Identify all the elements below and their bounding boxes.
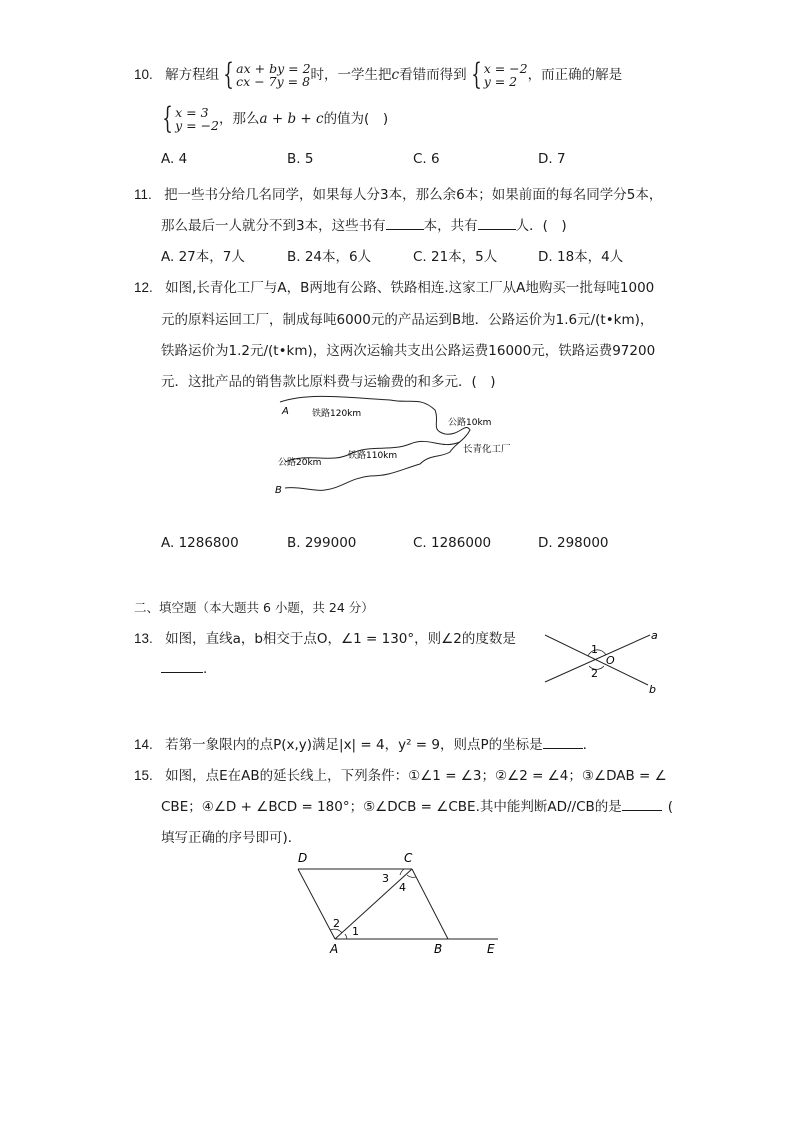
q13-lines-figure xyxy=(540,625,670,697)
q14-text: 若第一象限内的点P(x,y)满足|x| = 4，y² = 9，则点P的坐标是 xyxy=(165,737,543,753)
q10-option-b: B. 5 xyxy=(287,151,314,167)
q10-expr: a + b + c xyxy=(259,111,324,127)
q15-label-b: B xyxy=(434,942,443,956)
q15-text1: 如图，点E在AB的延长线上，下列条件：①∠1 = ∠3；②∠2 = ∠4；③∠DAB = ∠ xyxy=(165,768,667,784)
brace-icon: { xyxy=(162,101,173,136)
q12-option-b: B. 299000 xyxy=(287,535,357,551)
q15-blank[interactable] xyxy=(622,798,662,811)
map-label-b: B xyxy=(275,485,282,496)
q10-post: ，而正确的解是 xyxy=(527,67,623,83)
q15-label-a: A xyxy=(330,942,339,956)
q13-line1 xyxy=(134,627,516,647)
q15-label-2: 2 xyxy=(333,917,340,930)
brace-icon: { xyxy=(223,57,234,92)
q11-text2b: 本，共有 xyxy=(423,218,478,234)
q10-line2-post: ，那么 xyxy=(219,111,260,127)
q15-number: 15. xyxy=(134,768,153,783)
q11-text2a: 那么最后一人就分不到3本，这些书有 xyxy=(161,218,386,234)
q12-option-c: C. 1286000 xyxy=(413,535,492,551)
q14-number: 14. xyxy=(134,737,153,752)
section-title: 二、填空题（本大题共 6 小题，共 24 分） xyxy=(134,600,374,615)
q12-line1 xyxy=(134,276,654,296)
q11-text2c: 人．( ) xyxy=(515,218,567,234)
q12-text2: 元的原料运回工厂，制成每吨6000元的产品运到B地．公路运价为1.6元/(t•km)， xyxy=(161,312,654,328)
q14-end: . xyxy=(582,737,587,753)
q10-tail: 的值为( ) xyxy=(323,111,389,127)
q10-option-a: A. 4 xyxy=(161,151,188,167)
q11-number: 11. xyxy=(134,187,152,202)
q10-system3: x = 3 y = −2 xyxy=(175,105,220,133)
q10-system1: ax + by = 2 cx − 7y = 8 xyxy=(236,61,311,89)
q10-option-c: C. 6 xyxy=(413,151,440,167)
q12-number: 12. xyxy=(134,280,153,295)
q12-option-a: A. 1286800 xyxy=(161,535,239,551)
map-label-a: A xyxy=(282,406,289,417)
q12-option-d: D. 298000 xyxy=(538,535,609,551)
q12-text4: 元．这批产品的销售款比原料费与运输费的和多元．( ) xyxy=(161,374,496,390)
q15-label-3: 3 xyxy=(382,872,389,885)
map-label-road1: 公路10km xyxy=(448,418,492,428)
q15-label-d: D xyxy=(298,851,308,865)
q15-label-4: 4 xyxy=(399,881,406,894)
q11-option-a: A. 27本，7人 xyxy=(161,249,245,265)
q10-line1 xyxy=(134,57,623,92)
q13-label-2: 2 xyxy=(591,667,598,680)
q11-text1: 把一些书分给几名同学，如果每人分3本，那么余6本；如果前面的每名同学分5本， xyxy=(164,187,663,203)
q10-option-d: D. 7 xyxy=(538,151,566,167)
q13-line2 xyxy=(161,660,207,677)
q11-blank1[interactable] xyxy=(386,217,424,230)
q12-map-figure xyxy=(270,392,530,502)
q10-pre: 解方程组 xyxy=(165,67,220,83)
map-outline xyxy=(280,396,470,490)
q13-label-b: b xyxy=(649,683,656,696)
brace-icon: { xyxy=(470,57,482,92)
q11-option-b: B. 24本，6人 xyxy=(287,249,372,265)
q10-number: 10. xyxy=(134,67,153,82)
q15-label-e: E xyxy=(487,942,495,956)
q11-line1 xyxy=(134,183,662,203)
q10-mid: 时，一学生把 xyxy=(310,67,392,83)
q13-end: . xyxy=(203,661,208,677)
q13-label-a: a xyxy=(651,629,658,642)
q13-blank[interactable] xyxy=(161,660,203,673)
q15-text3: 填写正确的序号即可)． xyxy=(161,830,302,846)
q11-option-c: C. 21本，5人 xyxy=(413,249,498,265)
q14-line xyxy=(134,733,587,753)
q12-text1: 如图,长青化工厂与A，B两地有公路、铁路相连.这家工厂从A地购买一批每吨1000 xyxy=(165,280,655,296)
q11-line2 xyxy=(161,214,567,234)
q12-text3: 铁路运价为1.2元/(t•km)，这两次运输共支出公路运费16000元，铁路运费97200 xyxy=(161,343,656,359)
map-label-road2: 公路20km xyxy=(278,458,322,468)
q13-text: 如图，直线a，b相交于点O，∠1 = 130°，则∠2的度数是 xyxy=(165,631,516,647)
q15-parallelogram-figure xyxy=(290,845,510,960)
q10-line2 xyxy=(158,101,389,136)
q10-c: c xyxy=(391,67,400,83)
q15-end: ( xyxy=(667,799,674,815)
q10-mid2: 看错而得到 xyxy=(399,67,467,83)
map-label-rail2: 铁路110km xyxy=(348,451,398,461)
q15-label-1: 1 xyxy=(352,925,359,938)
q13-number: 13. xyxy=(134,631,153,646)
q15-text2: CBE；④∠D + ∠BCD = 180°；⑤∠DCB = ∠CBE.其中能判断AD//CB的是 xyxy=(161,799,622,815)
q11-blank2[interactable] xyxy=(478,217,516,230)
q15-label-c: C xyxy=(404,851,413,865)
q15-line1 xyxy=(134,764,667,784)
q14-blank[interactable] xyxy=(543,736,583,749)
q10-system2: x = −2 y = 2 xyxy=(483,61,528,89)
q15-line2 xyxy=(161,795,673,815)
q11-option-d: D. 18本，4人 xyxy=(538,249,624,265)
map-label-factory: 长青化工厂 xyxy=(463,444,511,455)
q13-label-o: O xyxy=(606,654,615,667)
map-label-rail1: 铁路120km xyxy=(312,409,362,419)
q13-label-1: 1 xyxy=(591,643,598,656)
